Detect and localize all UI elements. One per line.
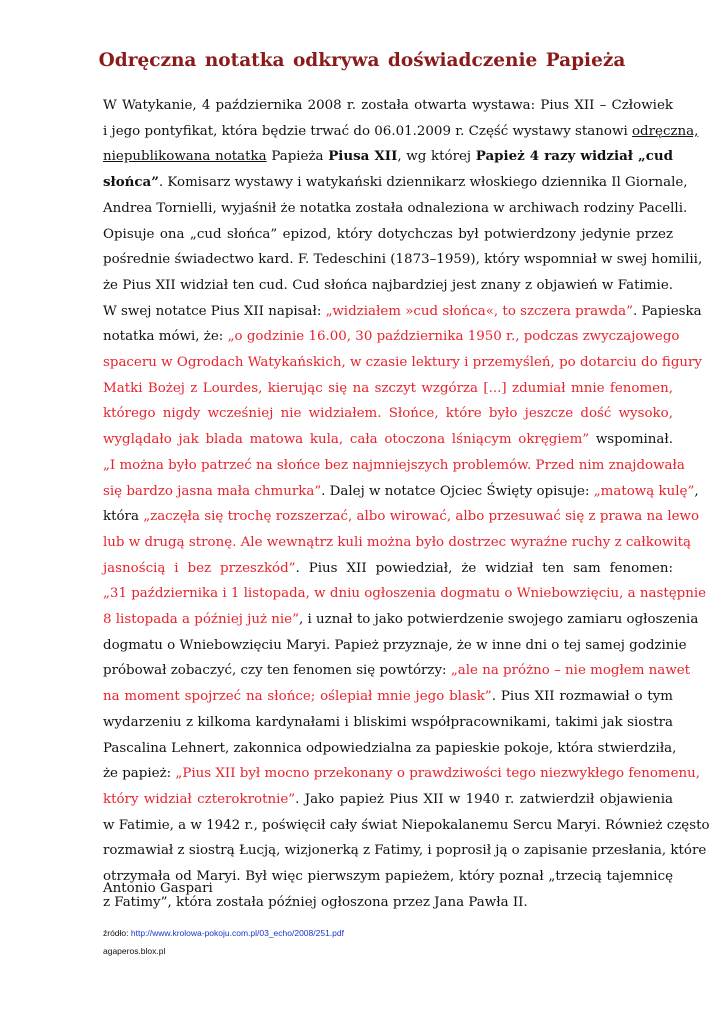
body-text: . Pius XII rozmawiał o tym xyxy=(491,689,673,705)
quote-text: którego nigdy wcześniej nie widziałem. Słońce, które było jeszcze dość wysoko, xyxy=(103,406,673,422)
quote-text: „matową kulę” xyxy=(593,483,695,499)
body-line xyxy=(103,479,699,505)
body-line xyxy=(103,170,688,196)
body-line xyxy=(103,247,703,273)
source-link[interactable]: http://www.krolowa-pokoju.com.pl/03_echo/2008/251.pdf xyxy=(130,928,344,938)
article-body xyxy=(103,93,710,916)
quote-text: który widział czterokrotnie” xyxy=(103,791,296,807)
body-line xyxy=(103,607,699,633)
quote-text: 8 listopada a później już nie” xyxy=(103,612,299,628)
body-text: że Pius XII widział ten cud. Cud słońca najbardziej jest znany z objawień w Fatimie. xyxy=(103,277,673,293)
quote-text: się bardzo jasna mała chmurka” xyxy=(103,483,322,499)
bold-text: Papież 4 razy widział „cud xyxy=(475,148,673,165)
body-text: . Papieska xyxy=(633,303,702,319)
body-text: która xyxy=(103,509,144,525)
body-line xyxy=(103,144,673,170)
body-text: . Komisarz wystawy i watykański dziennikarz włoskiego dziennika Il Giornale, xyxy=(158,175,688,191)
quote-text: „widziałem »cud słońca«, to szczera prawda” xyxy=(325,303,633,319)
body-text: . Pius XII powiedział, że widział ten sam fenomen: xyxy=(295,560,673,576)
quote-text: „ale na próżno – nie mogłem nawet xyxy=(450,663,691,679)
body-text: W swej notatce Pius XII napisał: xyxy=(103,303,326,319)
page-title: Odręczna notatka odkrywa doświadczenie Papieża xyxy=(98,50,626,71)
body-line xyxy=(103,273,673,299)
body-text: Pascalina Lehnert, zakonnica odpowiedzialna za papieskie pokoje, która stwierdziła, xyxy=(103,740,677,756)
body-text: wydarzeniu z kilkoma kardynałami i bliskimi współpracownikami, takimi jak siostra xyxy=(103,714,673,730)
body-line xyxy=(103,684,673,710)
body-line xyxy=(103,581,707,607)
body-line xyxy=(103,401,673,427)
body-line xyxy=(103,633,687,659)
body-text: rozmawiał z siostrą Łucją, wizjonerką z Fatimy, i poprosił ją o zapisanie przesłania, które xyxy=(103,843,707,859)
source-line xyxy=(103,928,344,938)
quote-text: „I można było patrzeć na słońce bez najmniejszych problemów. Przed nim znajdowała xyxy=(103,457,685,473)
body-text: W Watykanie, 4 października 2008 r. została otwarta wystawa: Pius XII – Człowiek xyxy=(103,98,673,113)
quote-text: „31 października i 1 listopada, w dniu ogłoszenia dogmatu o Wniebowzięciu, a następnie xyxy=(103,586,707,602)
body-text: z Fatimy”, która została później ogłoszona przez Jana Pawła II. xyxy=(103,894,528,910)
body-line xyxy=(103,504,700,530)
body-line xyxy=(103,453,685,479)
body-text: , xyxy=(694,483,699,499)
body-text: że papież: xyxy=(103,766,176,782)
body-line xyxy=(103,761,701,787)
body-text: , wg której xyxy=(397,149,476,165)
body-text: Opisuje ona „cud słońca” epizod, który dotychczas był potwierdzony jedynie przez xyxy=(103,226,673,242)
body-line xyxy=(103,324,680,350)
source-label: źródło: xyxy=(103,928,131,938)
underlined-text: odręczna, xyxy=(631,123,699,139)
body-text: Andrea Tornielli, wyjaśnił że notatka została odnaleziona w archiwach rodziny Pacelli. xyxy=(103,200,688,216)
body-line xyxy=(103,427,673,453)
body-text: dogmatu o Wniebowzięciu Maryi. Papież przyznaje, że w inne dni o tej samej godzinie xyxy=(103,637,687,653)
author-name: Antonio Gaspari xyxy=(103,881,213,896)
body-text: notatka mówi, że: xyxy=(103,329,228,345)
body-text: próbował zobaczyć, czy ten fenomen się powtórzy: xyxy=(103,663,451,679)
body-text: wspominał. xyxy=(589,432,674,448)
site-name: agaperos.blox.pl xyxy=(103,946,166,956)
quote-text: „o godzinie 16.00, 30 października 1950 r., podczas zwyczajowego xyxy=(227,329,680,345)
body-text: otrzymała od Maryi. Był więc pierwszym papieżem, który poznał „trzecią tajemnicę xyxy=(103,869,673,885)
body-text: w Fatimie, a w 1942 r., poświęcił cały świat Niepokalanemu Sercu Maryi. Również często xyxy=(103,817,710,833)
bold-text: słońca” xyxy=(103,174,159,191)
body-line xyxy=(103,658,691,684)
body-line xyxy=(103,556,673,582)
quote-text: lub w drugą stronę. Ale wewnątrz kuli można było dostrzec wyraźne ruchy z całkowitą xyxy=(103,534,692,550)
body-text: pośrednie świadectwo kard. F. Tedeschini (1873–1959), który wspomniał w swej homilii, xyxy=(103,252,703,268)
body-text: . Jako papież Pius XII w 1940 r. zatwierdził objawienia xyxy=(295,791,673,807)
body-line xyxy=(103,376,673,402)
body-line xyxy=(103,196,688,222)
bold-text: Piusa XII xyxy=(328,148,398,165)
body-text: . Dalej w notatce Ojciec Święty opisuje: xyxy=(321,483,594,499)
quote-text: „Pius XII był mocno przekonany o prawdziwości tego niezwykłego fenomenu, xyxy=(175,766,701,782)
body-line xyxy=(103,119,699,145)
body-line xyxy=(103,299,702,325)
body-text: i jego pontyfikat, która będzie trwać do 06.01.2009 r. Część wystawy stanowi xyxy=(103,123,632,139)
body-line xyxy=(103,736,677,762)
body-line xyxy=(103,530,692,556)
body-text: Papieża xyxy=(266,149,329,165)
body-line xyxy=(103,93,673,119)
quote-text: Matki Bożej z Lourdes, kierując się na szczyt wzgórza [...] zdumiał mnie fenomen, xyxy=(103,380,673,396)
quote-text: spaceru w Ogrodach Watykańskich, w czasie lektury i przemyśleń, po dotarciu do figury xyxy=(103,355,703,371)
body-line xyxy=(103,787,673,813)
body-line xyxy=(103,222,673,248)
quote-text: na moment spojrzeć na słońce; oślepiał mnie jego blask” xyxy=(103,689,492,705)
body-line xyxy=(103,710,673,736)
quote-text: jasnością i bez przeszkód” xyxy=(103,560,296,576)
body-line xyxy=(103,813,710,839)
body-line xyxy=(103,350,703,376)
quote-text: „zaczęła się trochę rozszerzać, albo wirować, albo przesuwać się z prawa na lewo xyxy=(143,509,700,525)
body-line xyxy=(103,838,707,864)
quote-text: wyglądało jak blada matowa kula, cała otoczona lśniącym okręgiem” xyxy=(103,432,590,448)
body-text: , i uznał to jako potwierdzenie swojego zamiaru ogłoszenia xyxy=(298,612,699,628)
underlined-text: niepublikowana notatka xyxy=(103,149,267,165)
